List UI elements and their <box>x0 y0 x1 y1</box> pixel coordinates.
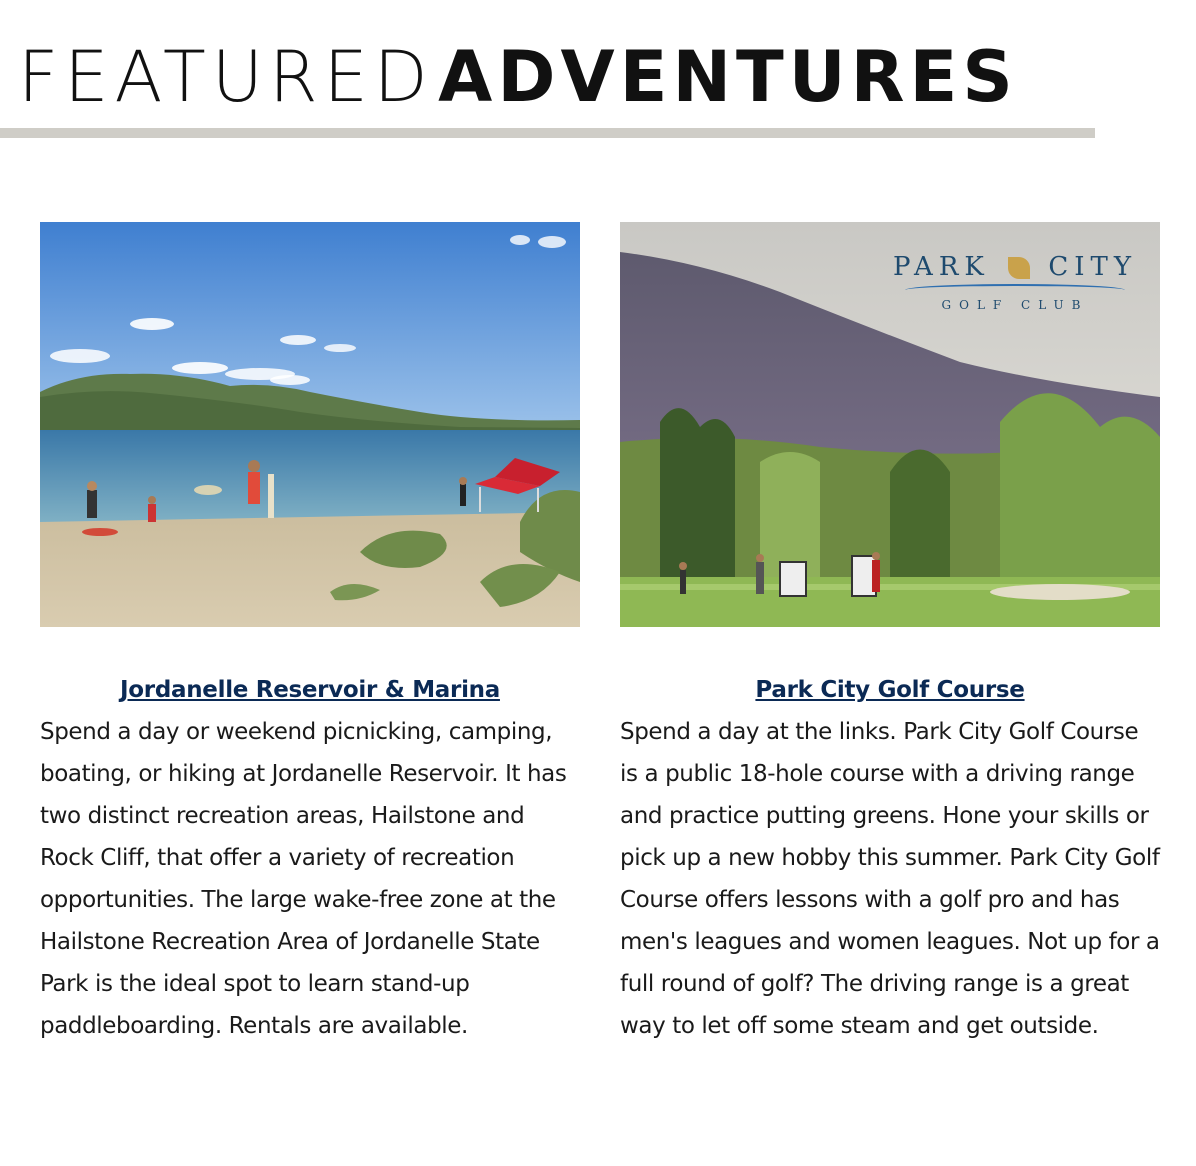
jordanelle-link[interactable]: Jordanelle Reservoir & Marina <box>120 677 500 703</box>
park-city-golf-club-logo: PARK CITY GOLF CLUB <box>892 252 1138 312</box>
jordanelle-photo[interactable] <box>40 222 580 627</box>
leaf-icon <box>1008 257 1030 279</box>
section-heading <box>18 36 1018 126</box>
golf-course-link[interactable]: Park City Golf Course <box>755 677 1025 703</box>
adventure-card-jordanelle <box>40 222 580 1047</box>
heading-bold-word: ADVENTURES <box>438 36 1018 118</box>
golf-photo[interactable] <box>620 222 1160 627</box>
heading-divider <box>0 128 1095 138</box>
logo-swoosh-icon <box>905 284 1125 296</box>
adventure-card-golf <box>620 222 1160 1047</box>
heading-light-word: FEATURED <box>18 36 434 118</box>
golf-course-description: Spend a day at the links. Park City Golf Course is a public 18-hole course with a driving range and practice putting greens. Hone your skills or pick up a new hobby this summer. Park City Golf Course offers lessons with a golf pro and has men's leagues and women leagues. Not up for a full round of golf? The driving range is a great way to let off some steam and get outside. <box>620 719 1160 1039</box>
jordanelle-description: Spend a day or weekend picnicking, camping, boating, or hiking at Jordanelle Reservoir. It has two distinct recreation areas, Hailstone and Rock Cliff, that offer a variety of recreation opportunities. The large wake-free zone at the Hailstone Recreation Area of Jordanelle State Park is the ideal spot to learn stand-up paddleboarding. Rentals are available. <box>40 719 567 1039</box>
